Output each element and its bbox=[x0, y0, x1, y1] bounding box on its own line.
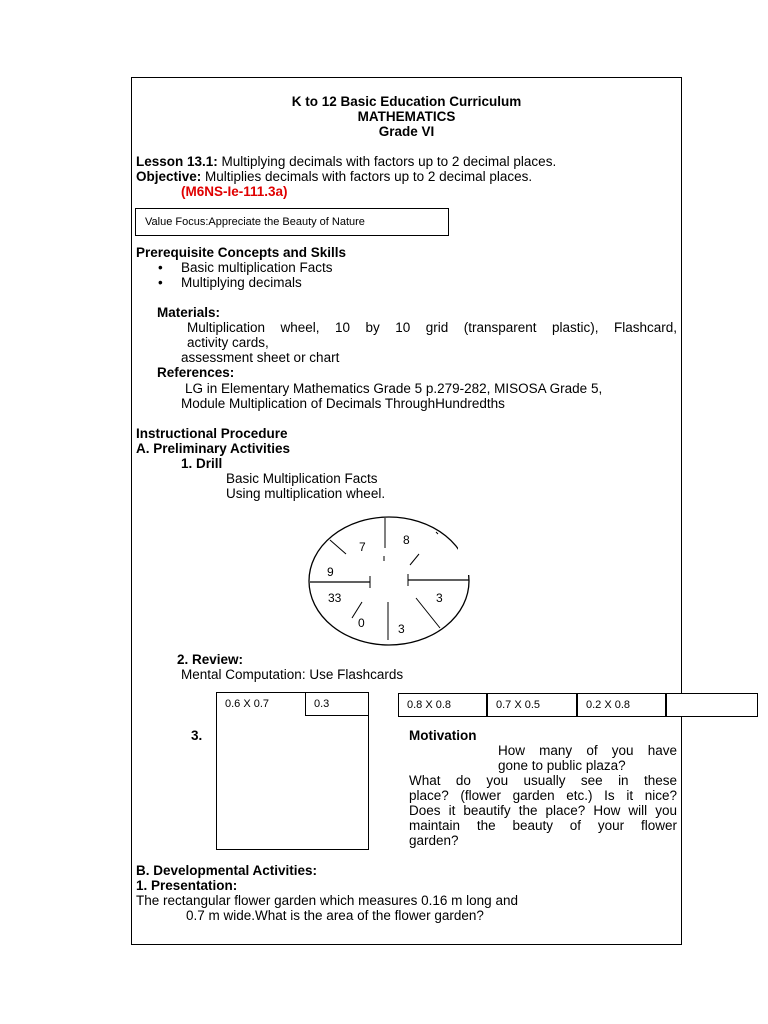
wheel-number: 8 bbox=[403, 533, 410, 547]
review-text: Mental Computation: Use Flashcards bbox=[181, 667, 404, 682]
spoke-line bbox=[410, 554, 419, 565]
curriculum-title: K to 12 Basic Education Curriculum bbox=[291, 94, 522, 109]
references-line: Module Multiplication of Decimals ThroughHundredths bbox=[181, 396, 505, 411]
flashcard bbox=[666, 693, 758, 717]
objective-line bbox=[136, 169, 532, 184]
wheel-gap bbox=[458, 540, 478, 575]
lesson-text: Multiplying decimals with factors up to 2 decimal places. bbox=[217, 154, 557, 169]
motivation-line: maintain the beauty of your flower bbox=[409, 818, 677, 833]
presentation-line: 0.7 m wide.What is the area of the flower garden? bbox=[186, 908, 484, 923]
materials-line: assessment sheet or chart bbox=[181, 350, 340, 365]
multiplication-wheel bbox=[300, 510, 510, 660]
wheel-number: 3 bbox=[398, 622, 405, 636]
wheel-outline bbox=[309, 517, 469, 645]
flashcard: 0.3 bbox=[305, 692, 369, 716]
competency-code: (M6NS-Ie-111.3a) bbox=[181, 184, 288, 199]
subject-title: MATHEMATICS bbox=[357, 109, 456, 124]
drill-line: Using multiplication wheel. bbox=[226, 486, 386, 501]
objective-label: Objective: bbox=[136, 169, 202, 184]
materials-line: Multiplication wheel, 10 by 10 grid (transparent plastic), Flashcard, bbox=[187, 320, 677, 335]
wheel-number-mask bbox=[480, 545, 510, 554]
materials-line: activity cards, bbox=[187, 335, 269, 350]
wheel-number: 3 bbox=[436, 591, 443, 605]
spoke-line bbox=[330, 540, 346, 554]
bullet-icon: • bbox=[158, 260, 163, 275]
prerequisite-heading: Prerequisite Concepts and Skills bbox=[136, 245, 347, 260]
presentation-line: The rectangular flower garden which measures 0.16 m long and bbox=[136, 893, 518, 908]
motivation-line: Does it beautify the place? How will you bbox=[409, 803, 677, 818]
motivation-line: How many of you have bbox=[498, 743, 677, 758]
flashcard: 0.8 X 0.8 bbox=[398, 693, 487, 717]
wheel-number: 33 bbox=[328, 591, 342, 605]
lesson-label: Lesson 13.1: bbox=[136, 154, 218, 169]
objective-text: Multiplies decimals with factors up to 2 decimal places. bbox=[201, 169, 533, 184]
motivation-line: gone to public plaza? bbox=[498, 758, 626, 773]
section-a-heading: A. Preliminary Activities bbox=[136, 441, 291, 456]
prerequisite-item: Basic multiplication Facts bbox=[181, 260, 333, 275]
wheel-number: 7 bbox=[359, 540, 366, 554]
bullet-icon: • bbox=[158, 275, 163, 290]
flashcard: 0.7 X 0.5 bbox=[487, 693, 577, 717]
motivation-line: What do you usually see in these bbox=[409, 773, 677, 788]
motivation-line: place? (flower garden etc.) Is it nice? bbox=[409, 788, 677, 803]
motivation-number: 3. bbox=[191, 728, 203, 743]
drill-heading: 1. Drill bbox=[181, 456, 223, 471]
drill-line: Basic Multiplication Facts bbox=[226, 471, 378, 486]
motivation-line: garden? bbox=[409, 833, 459, 848]
section-b-heading: B. Developmental Activities: bbox=[136, 863, 318, 878]
spoke-line bbox=[436, 532, 438, 534]
prerequisite-item: Multiplying decimals bbox=[181, 275, 302, 290]
review-heading: 2. Review: bbox=[177, 652, 244, 667]
references-heading: References: bbox=[157, 365, 235, 380]
wheel-number: 0 bbox=[358, 616, 365, 630]
grade-title: Grade VI bbox=[378, 124, 435, 139]
lesson-line bbox=[136, 154, 556, 169]
wheel-number: 9 bbox=[327, 565, 334, 579]
materials-heading: Materials: bbox=[157, 305, 221, 320]
flashcard: 0.6 X 0.7 bbox=[216, 692, 305, 716]
motivation-heading: Motivation bbox=[409, 728, 477, 743]
presentation-heading: 1. Presentation: bbox=[136, 878, 238, 893]
references-line: LG in Elementary Mathematics Grade 5 p.279-282, MISOSA Grade 5, bbox=[185, 381, 603, 396]
procedure-heading: Instructional Procedure bbox=[136, 426, 288, 441]
value-focus-box: Value Focus:Appreciate the Beauty of Nature bbox=[135, 208, 449, 236]
flashcard: 0.2 X 0.8 bbox=[577, 693, 666, 717]
